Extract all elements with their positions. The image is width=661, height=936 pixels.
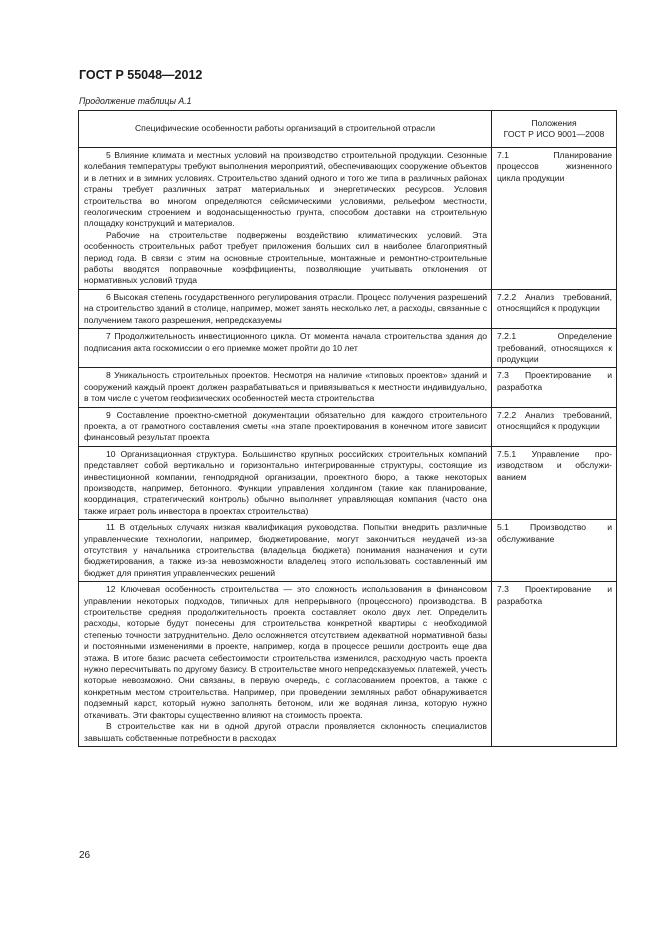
table-row [79,289,617,328]
position-text: 5.1 Производство и обслуживание [497,522,612,544]
table-row [79,148,617,290]
feature-paragraph: 5 Влияние климата и местных условий на производство строительной продукции. Сезонные колебания температуры требуют выполнения мероприятий, обеспечивающих сооружение объектов и в летних и в зимних условиях. Строительство зданий одного и того же типа в различных районах страны требует различных затрат материальных и энергетических ресурсов. Условия строительства во многом определяются сейсмическими условиями, рельефом местности, геологическим строением и водонасыщенностью грунта, способом доставки на строительную площадку конструкций и материалов. [84,150,487,229]
table-caption: Продолжение таблицы А.1 [79,96,192,106]
feature-paragraph: 12 Ключевая особенность строительства — это сложность использования в финансовом управлении некоторых подходов, типичных для непрерывного (процессного) производства. В строительстве средняя продолжительность проекта составляет около двух лет. Определить расходы, которые будут понесены для строительства конкретной квартиры с необходимой степенью точности затруднительно. Дело осложняется отсутствием адекватной нормативной базы и постоянными изменениями в проекте, например, когда в процессе решили достроить еще два этажа. В итоге базис расчета себестоимости строительства изменился, расходную часть проекта нужно пересчитывать по другому базису. В строительстве много непредсказуемых платежей, учесть которые невозможно. Они связаны, в первую очередь, с согласованием проектов, а также с конкретным местом строительства. Например, при проведении земляных работ обнаруживается подземный карст, который нужно заполнять бетоном, или же водяная линза, которую нужно откачивать. Эти факторы существенно влияют на стоимость проекта. [84,584,487,720]
feature-paragraph: 7 Продолжительность инвестиционного цикла. От момента начала строительства здания до подписания акта госкомиссии о его приемке может пройти до 10 лет [84,331,487,353]
position-text: 7.2.1 Определение требований, относящихся к продукции [497,331,612,364]
position-cell [492,446,617,519]
col-header-features: Специфические особенности работы организаций в строительной отрасли [79,111,492,148]
position-cell [492,289,617,328]
feature-cell [79,329,492,368]
position-text: 7.2.2 Анализ требований, относящийся к продукции [497,409,612,431]
table-row [79,329,617,368]
col-header-positions-line1: Положения [531,118,577,128]
position-cell [492,520,617,582]
position-text: 7.5.1 Управление производством и обслуживанием [497,448,612,482]
col-header-positions-line2: ГОСТ Р ИСО 9001—2008 [503,129,605,139]
position-text: 7.3 Проектирование и разработка [497,584,612,606]
position-text: 7.1 Планирование процессов жизненного цикла продукции [497,150,612,183]
document-header: ГОСТ Р 55048—2012 [79,68,203,82]
feature-paragraph: 11 В отдельных случаях низкая квалификация руководства. Попытки внедрить различные управленческие технологии, например, бюджетирование, могут закончиться неудачей из-за отсутствия у начальника строительства (владельца бюджета) понимания назначения и сути бюджетирования, а также из-за невозможности владелец этого использовать составленный им бюджет для принятия управленческих решений [84,522,487,578]
table-body [79,148,617,747]
feature-cell [79,289,492,328]
table-row [79,407,617,446]
feature-cell [79,582,492,747]
position-cell [492,368,617,407]
feature-paragraph: В строительстве как ни в одной другой отрасли проявляется склонность специалистов завышать собственные потребности в расходах [84,721,487,743]
table-row [79,582,617,747]
table-row [79,368,617,407]
table-row [79,520,617,582]
requirements-table [78,110,617,747]
col-header-positions [492,111,617,148]
feature-cell [79,520,492,582]
feature-cell [79,407,492,446]
position-cell [492,148,617,290]
feature-cell [79,368,492,407]
table-header-row [79,111,617,148]
position-text: 7.3 Проектирование и разработка [497,370,612,392]
position-cell [492,329,617,368]
table-row [79,446,617,519]
feature-paragraph: 8 Уникальность строительных проектов. Несмотря на наличие «типовых проектов» зданий и сооружений каждый проект должен разрабатываться и привязываться к местности индивидуально, в том числе с учетом геофизических особенностей места строительства [84,370,487,404]
feature-cell [79,446,492,519]
position-cell [492,407,617,446]
feature-cell [79,148,492,290]
feature-paragraph: Рабочие на строительстве подвержены воздействию климатических условий. Эта особенность строительных работ требует приложения больших сил в наиболее благоприятный период года. В связи с этим на основные строительные, монтажные и ремонтно-строительные работы вводятся поправочные коэффициенты, позволяющие учитывать отклонения от нормативных условий труда [84,229,487,286]
page-number: 26 [79,850,91,861]
feature-paragraph: 6 Высокая степень государственного регулирования отрасли. Процесс получения разрешений на строительство зданий в столице, например, может занять несколько лет, а расходы, связанные с получением такого разрешения, непредсказуемы [84,291,487,325]
position-cell [492,582,617,747]
position-text: 7.2.2 Анализ требований, относящийся к продукции [497,291,612,314]
feature-paragraph: 10 Организационная структура. Большинство крупных российских строительных компаний представляет собой вертикально и горизонтально интегрированные структуры, состоящие из инвестиционной компании, генподрядной организации, проектного бюро, а также некоторых производств, например, бетонного. Функции управления холдингом (такие как планирование, координация, стратегический контроль) обычно выполняет управляющая компания (часто она также играет роль инвестора в проектах строительства) [84,448,487,516]
feature-paragraph: 9 Составление проектно-сметной документации обязательно для каждого строительного проекта, а от грамотного составления сметы «на этапе проектирования в конечном итоге зависит финансовый результат проекта [84,409,487,443]
